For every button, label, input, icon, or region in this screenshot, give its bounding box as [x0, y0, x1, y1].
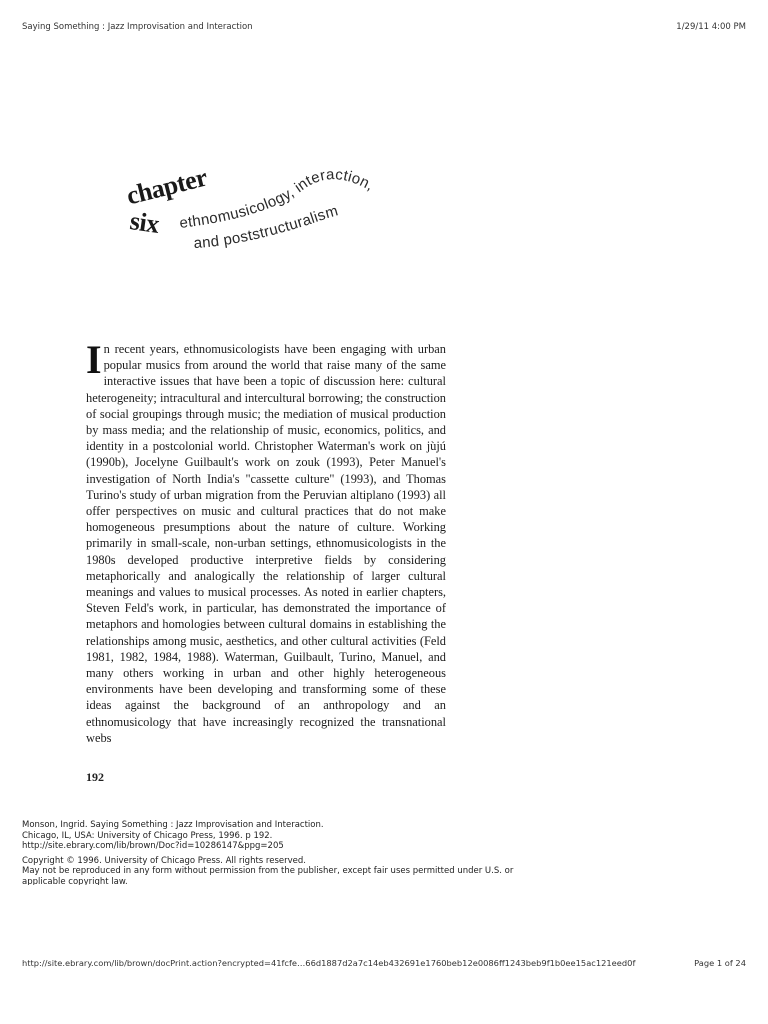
rights-notice: May not be reproduced in any form without permission from the publisher, except fair uses permitted under U.S. or — [22, 866, 514, 876]
subtitle-line-1: ethnomusicology, interaction, — [178, 166, 377, 232]
chapter-heading — [120, 160, 420, 260]
citation-line: Monson, Ingrid. Saying Something : Jazz Improvisation and Interaction. — [22, 820, 324, 830]
chapter-subtitle — [178, 160, 418, 260]
page-url[interactable]: http://site.ebrary.com/lib/brown/docPrint.action?encrypted=41fcfe…66d1887d2a7c14eb432691e1760beb12e0086ff1243beb9f1b0ee15ac121eed0f — [22, 958, 636, 968]
chapter-word: chapter — [123, 162, 210, 211]
page-count: Page 1 of 24 — [694, 958, 746, 968]
body-paragraph — [86, 337, 446, 746]
subtitle-line-2: and poststructuralism — [193, 202, 341, 253]
citation-link[interactable]: http://site.ebrary.com/lib/brown/Doc?id=10286147&ppg=205 — [22, 841, 284, 851]
print-footer — [22, 958, 746, 968]
print-datetime: 1/29/11 4:00 PM — [676, 22, 746, 32]
print-header — [22, 22, 746, 32]
rights-notice-cutoff: applicable copyright law. — [22, 876, 128, 885]
citation-block — [22, 820, 522, 885]
copyright-line: Copyright © 1996. University of Chicago Press. All rights reserved. — [22, 855, 306, 866]
page-number: 192 — [86, 770, 104, 784]
chapter-number-word: six — [128, 206, 161, 239]
document-title: Saying Something : Jazz Improvisation and Interaction — [22, 22, 253, 32]
drop-cap: I — [86, 337, 102, 382]
citation-line: Chicago, IL, USA: University of Chicago Press, 1996. p 192. — [22, 830, 273, 841]
paragraph-text: n recent years, ethnomusicologists have been engaging with urban popular musics from around the world that raise many of the same interactive issues that have been a topic of discussion here: cultural heterogeneity; intracultural and intercultural borrowing; the construction of social groupings through music; the mediation of musical production by mass media; and the relationship of music, economics, politics, and identity in a postcolonial world. Christopher Waterman's work on jùjú (1990b), Jocelyne Guilbault's work on zouk (1993), Peter Manuel's investigation of North India's "cassette culture" (1993), and Thomas Turino's study of urban migration from the Peruvian altiplano (1993) all offer perspectives on music and cultural practices that do not make homogeneous presumptions about the nature of culture. Working primarily in small-scale, non-urban settings, ethnomusicologists in the 1980s developed productive interpretive fields by considering metaphorically and analogically the relationship of larger cultural meanings and values to musical processes. As noted in earlier chapters, Steven Feld's work, in particular, has demonstrated the importance of metaphors and homologies between cultural domains in establishing the relationships among music, aesthetics, and other cultural activities (Feld 1981, 1982, 1984, 1988). Waterman, Guilbault, Turino, Manuel, and many others working in urban and other highly heterogeneous environments have been developing and transforming some of these ideas against the background of an anthropology and an ethnomusicology that have increasingly recognized the transnational webs — [86, 342, 446, 745]
